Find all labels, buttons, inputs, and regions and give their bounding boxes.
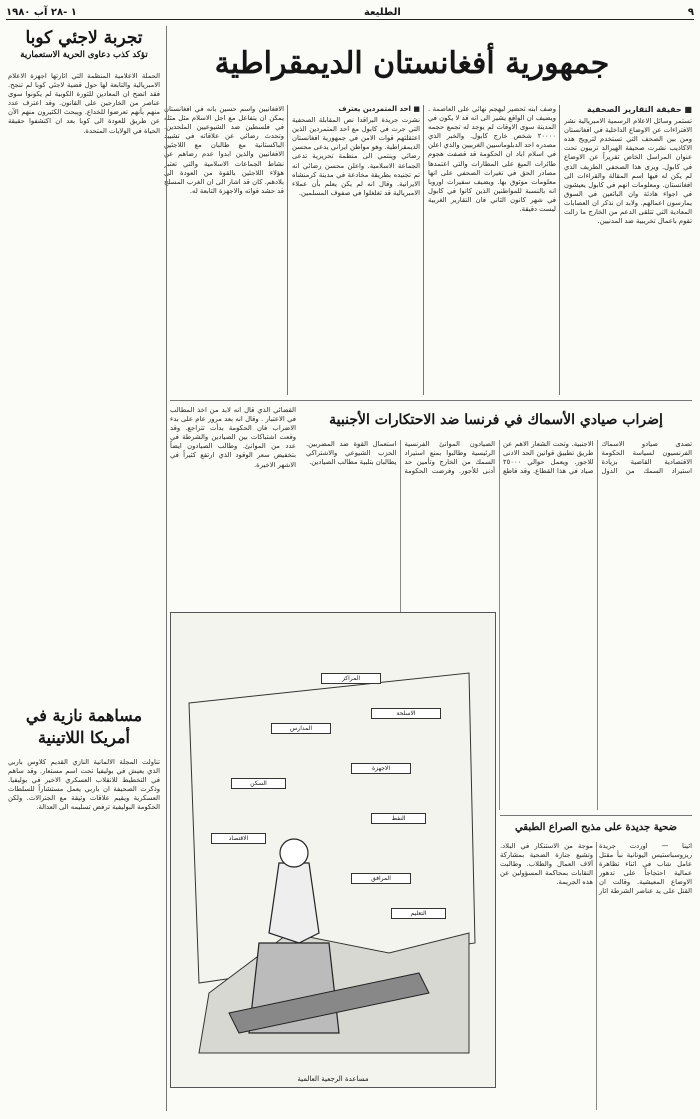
right-column-text: تستمر وسائل الاعلام الرسمية الامبريالية نشر الافتراءات عن الاوضاع الداخلية في افغانستان ومن بين الصحف التي تستخدم لترويج هذه الاكاذيب نشرت صحيفة الهيرالد تربيون تحت عنوان المراسل الخاص تقريراً عن الاوضاع في كابول. ويرى هذا الصحفي الطريف الذي لم يكن له فيها اسم المقالة والقراءات الى افغانستان. ومعلومات انهم في كابول يعيشون في اجواء هادئة وان البائعين في السوق يمارسون اعمالهم. ولابد ان نذكر ان العصابات المعادية التي تتلقى الدعم من الخارج ما زالت تقوم باعمال تخريبية ضد المدنيين. bbox=[564, 117, 692, 226]
sidebar-text bbox=[8, 72, 160, 682]
article-column-4 bbox=[164, 105, 284, 395]
cartoon-sign: السكن bbox=[231, 778, 286, 789]
sidebar-2-body: تناولت المجلة الالمانية النازي القديم كلاوس باربي الذي يعيش في بوليفيا تحت اسم مستعار. وقد ساهم في التخطيط للانقلاب العسكري الاخير في بوليفيا. وذكرت الصحيفة ان باربي يعمل مستشاراً للسلطات العسكرية ويقيم علاقات وثيقة مع الجنرالات. ولكن الحكومة البوليفية ترفض تسليمه الى العدالة. bbox=[8, 758, 160, 812]
fishermen-strike-body: تصدى صيادو الاسماك الفرنسيون لسياسة الحكومة الاقتصادية القاضية بزيادة استيراد السمك من الدول الاجنبية. وتحت الشعار الاهم عن طريق تطبيق قوانين الحد الادنى للاجور. ويعمل حوالي ٢٥٠٠٠ صياد في هذا القطاع. وقد قاطع الصيادون الموانئ الفرنسية الرئيسية وطالبوا بمنع استيراد السمك من الخارج وتأمين حد أدنى للأجور. وفرضت الحكومة استعمال القوة ضد المضربين. الحزب الشيوعي والاشتراكي يطالبان بتلبية مطالب الصيادين. bbox=[306, 440, 692, 476]
sidebar-subheadline: تؤكد كذب دعاوى الحرية الاستعمارية bbox=[20, 50, 148, 60]
column-3-byline: ■ احد المتمردين يعترف bbox=[338, 105, 420, 113]
greece-text bbox=[500, 842, 692, 1110]
page-number: ٩ bbox=[687, 7, 694, 18]
cartoon-sign: المراكز bbox=[321, 673, 381, 684]
middle-column bbox=[170, 406, 296, 606]
sidebar-headline: تجربة لاجئي كوبا bbox=[25, 28, 143, 48]
sidebar-body: الحملة الاعلامية المنظمة التي اثارتها اجهزة الاعلام الامبريالية والتابعة لها حول قضية لاجئي كوبا لم تنجح. فقد اتضح ان المعادين للثورة الكوبية لم يكونوا سوى عناصر من الخارجين على القانون. وقد اعترف عدد منهم بأنهم تعرضوا للخداع. ويبحث الكثيرون منهم الآن عن طريق للعودة الى كوبا بعد ان اكتشفوا حقيقة الحياة في الولايات المتحدة. bbox=[8, 72, 160, 135]
cartoon-sign: النفط bbox=[371, 813, 426, 824]
cartoon-sign: المرافق bbox=[351, 873, 411, 884]
section-divider bbox=[170, 400, 692, 401]
cartoon-drawing bbox=[170, 613, 495, 1088]
greece-headline: ضحية جديدة على مذبح الصراع الطبقي bbox=[514, 822, 678, 833]
article-right-column bbox=[564, 105, 692, 395]
fishermen-strike-headline: إضراب صيادي الأسماك في فرنسا ضد الاحتكارات الأجنبية bbox=[329, 412, 663, 428]
middle-column-text: القضائي الذي قال انه لابد من اخذ المطالب في الاعتبار . وقال انه بعد مرور عام على بدء الاضراب فان الحكومة بدأت تتراجع. وقد وقعت اشتباكات بين الصيادين والشرطة في عدد من الموانئ. وطالب الصيادون ايضاً بتخفيض سعر الوقود الذي ارتفع كثيراً في الاشهر الاخيرة. bbox=[170, 406, 296, 469]
column-3-text: نشرت جريدة البراقدا نص المقابلة الصحفية التي جرت في كابول مع احد المتمردين الذين اعتقلتهم قوات الامن في جمهورية افغانستان الديمقراطية. وهو مواطن ايراني يدعى محسن رضائي وينتمي الى منظمة تحريرية تدعى الجماعة الاسلامية. واعلن محسن رضائي انه تم تجنيده بطريقة مخادعة في مدينة كرمنشاه الايرانية. وقال انه لم يكن يعلم بأن عملاء الامبريالية قد تغلغلوا في صفوف المسلمين. bbox=[292, 116, 420, 197]
page-header bbox=[6, 6, 694, 20]
cartoon-sign: الاسلحة bbox=[371, 708, 441, 719]
main-headline: جمهورية أفغانستان الديمقراطية bbox=[214, 46, 610, 81]
cartoon-sign: المدارس bbox=[271, 723, 331, 734]
article-column-3 bbox=[292, 105, 420, 395]
cartoon-sign: الاجهزة bbox=[351, 763, 411, 774]
sidebar-2-headline: مساهمة نازية في أمريكا اللاتينية bbox=[25, 706, 143, 747]
right-column-label: ■ حقيقة التقارير الصحفية bbox=[587, 105, 692, 114]
greece-body: اثينا — اوردت جريدة ريزوسباستيس اليونانية نبأ مقتل عامل شاب في اثناء تظاهرة عمالية احتجاجاً على تدهور الاوضاع المعيشية. وقالت ان القتل على يد عناصر الشرطة اثار موجة من الاستنكار في البلاد. وتشيع جنازة الضحية بمشاركة آلاف العمال والطلاب. وطالبت النقابات بمحاكمة المسؤولين عن هذه الجريمة. bbox=[500, 842, 692, 896]
issue-date: ١ -٢٨ آب ١٩٨٠ bbox=[6, 7, 77, 18]
divider bbox=[559, 105, 560, 395]
political-cartoon bbox=[170, 612, 496, 1088]
section-divider bbox=[500, 815, 692, 816]
column-4-text: الافغانيين واسم حسين بانه في افغانستان يمكن ان يتفاعل مع اجل الاسلام مثل مثله في فلسطين ضد الشيوعيين الملحدين. وتحدث رضائي عن علاقاته في تشييد الباكستانية مع طالبان مع اللاجئين الافغانيين والذين ابدوا عدم رضاهم عن نشاط الجماعات الاسلامية والتي تعتبر هؤلاء اللاجئين بالقوة من العودة الى بلادهم. كان قد اشار الى ان الغرب المسلح قد حشد قواته والاجهزة التابعة له. bbox=[164, 105, 284, 195]
column-2-text: وصف ابنه تحضير ليهجم نهائي على العاصمة . ويضيف ان الواقع يشير الى انه قد لا يكون في المدينة سوى الاوقات لم يوجد له تجمع حجمه ٢٠٠٠٠ شخص خارج كابول. والخبر الذي مصدره احد الدبلوماسيين الغربيين والذي اعلن في اسلام اباد ان الحكومة قد قصفت هجوم طائرات الميغ على المطارات والتي اعتمدها مصادر الحق في تغيرات الصحفي على انها معلومات موثوق بها. ويضيف سفيرات اوروبا انه بالنسبة للمواطنين الذين كانوا في كابول في شهر كانون الثاني فان التقارير الغربية ليست دقيقة. bbox=[428, 105, 556, 214]
sidebar-2-text bbox=[8, 758, 160, 1108]
sidebar-divider bbox=[166, 26, 167, 1111]
newspaper-name: الطليعة bbox=[363, 7, 401, 18]
cartoon-caption: مساعدة الرجعية العالمية bbox=[297, 1075, 369, 1083]
divider bbox=[287, 105, 288, 395]
cartoon-sign: التعليم bbox=[391, 908, 446, 919]
cartoon-sign: الاقتصاد bbox=[211, 833, 266, 844]
divider bbox=[423, 105, 424, 395]
article-column-2 bbox=[428, 105, 556, 395]
